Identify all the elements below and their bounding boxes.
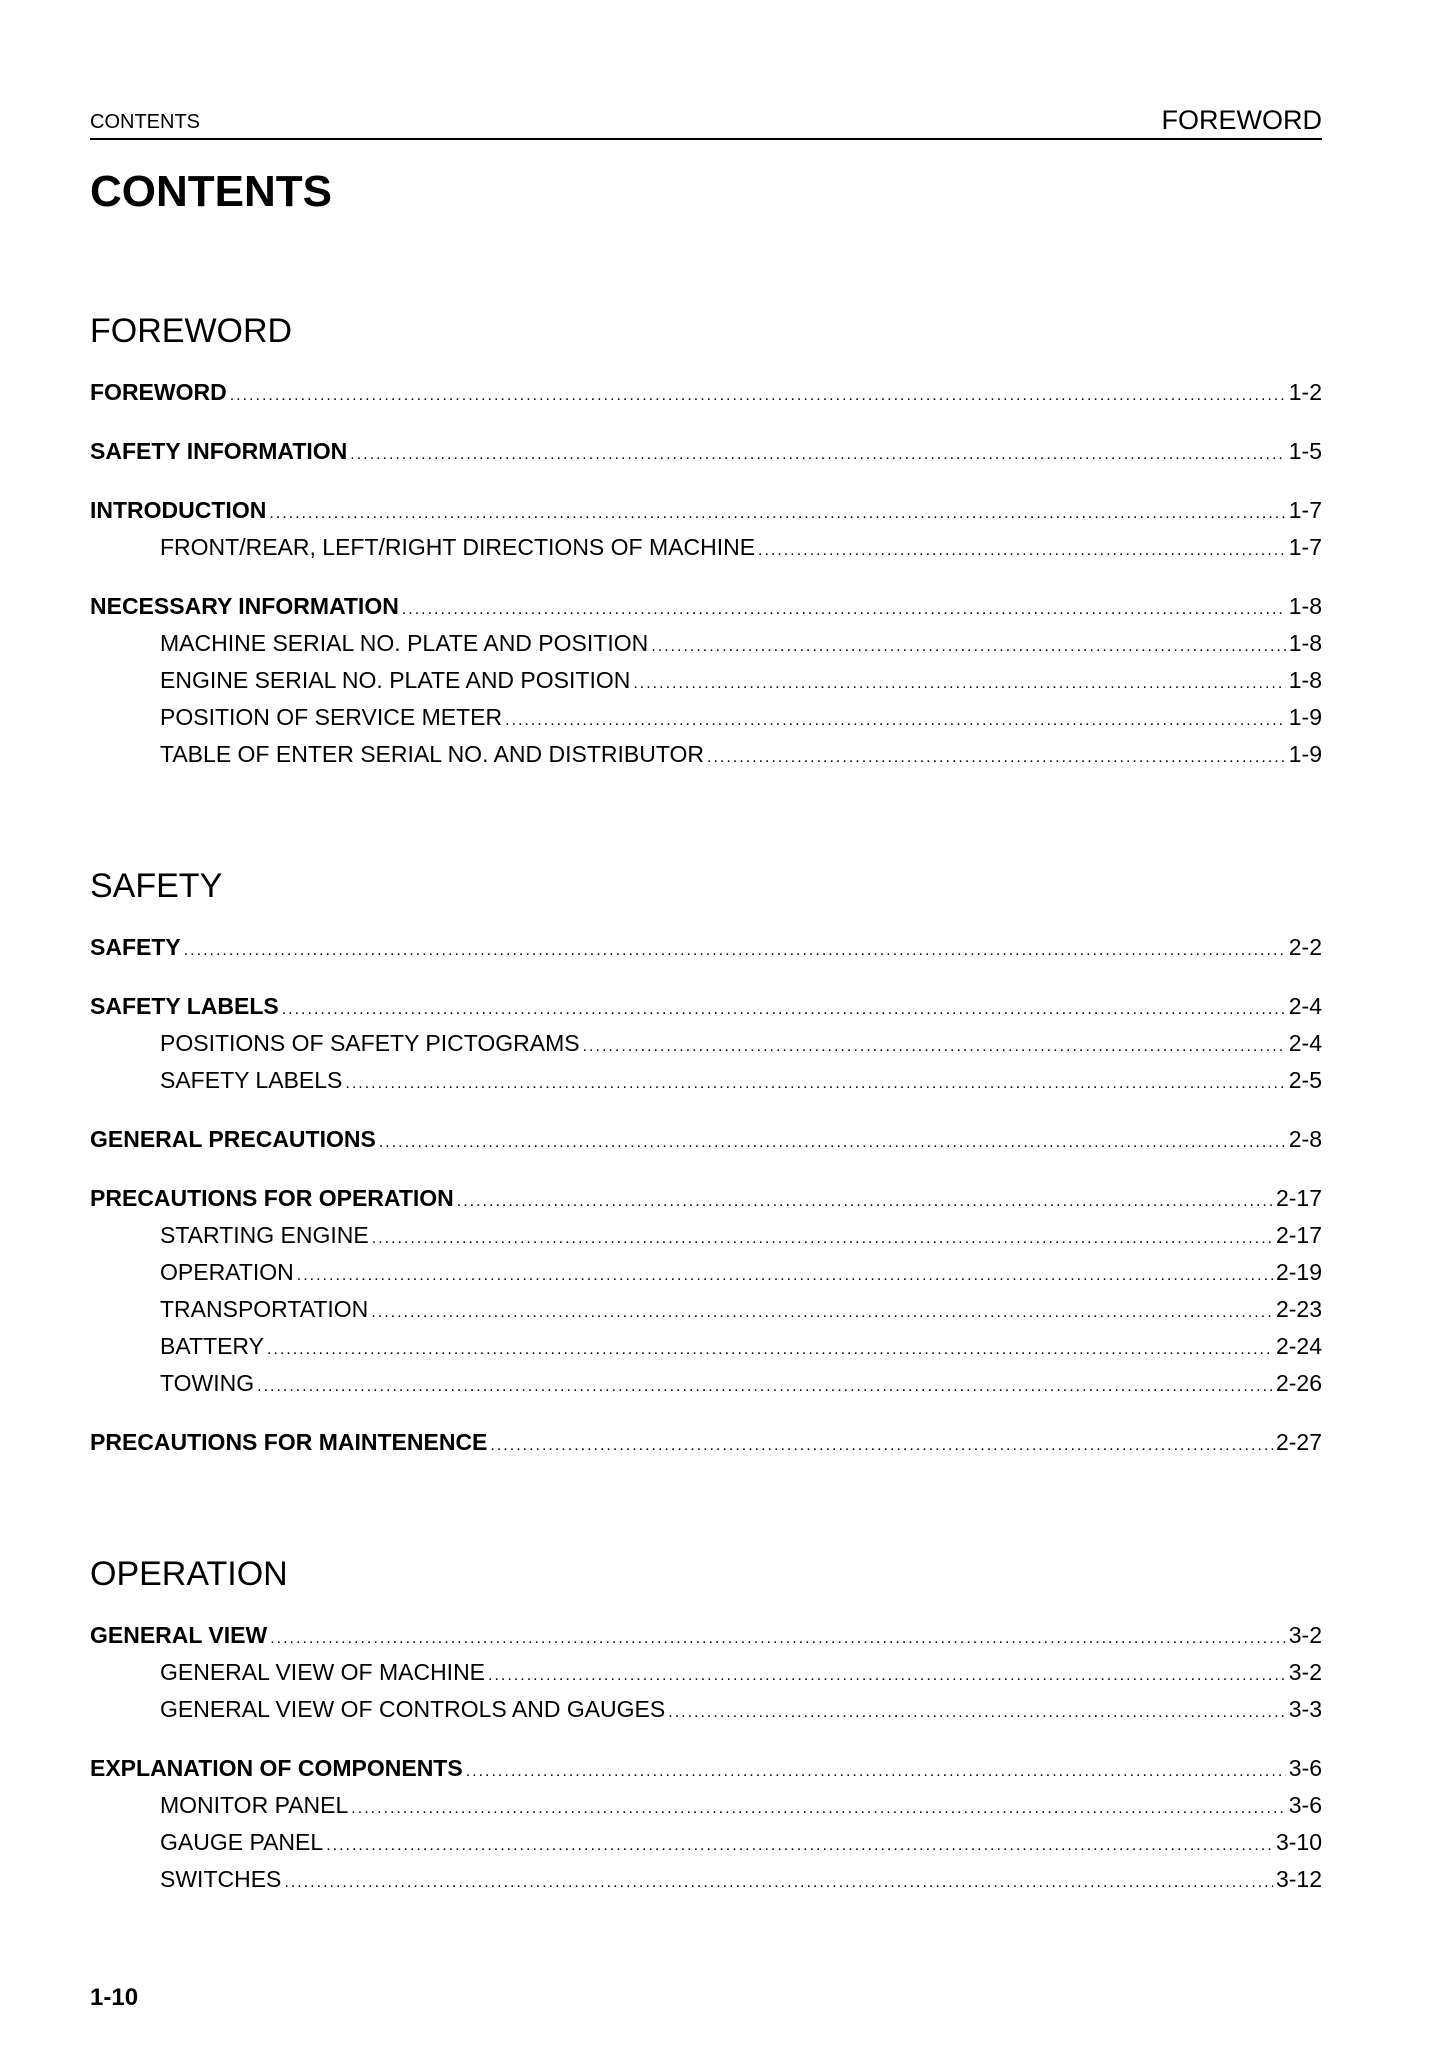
entry-page-ref: 2-26 (1275, 1370, 1322, 1396)
entry-page-ref: 3-10 (1275, 1829, 1322, 1855)
entry-label: POSITION OF SERVICE METER (160, 704, 503, 730)
entry-label: SAFETY LABELS (160, 1067, 343, 1093)
entry-page-ref: 1-8 (1288, 593, 1322, 619)
dot-leader (184, 932, 1286, 969)
entry-label: OPERATION (160, 1259, 294, 1285)
entry-label: NECESSARY INFORMATION (90, 593, 399, 619)
dot-leader (269, 495, 1285, 532)
dot-leader (633, 665, 1285, 702)
entry-label: FOREWORD (90, 379, 227, 405)
dot-leader (707, 739, 1286, 776)
entry-label: TABLE OF ENTER SERIAL NO. AND DISTRIBUTOR (160, 741, 705, 767)
running-header (90, 104, 1322, 140)
dot-leader (350, 436, 1285, 473)
toc-entry[interactable] (90, 1424, 1322, 1461)
entry-label: STARTING ENGINE (160, 1222, 369, 1248)
dot-leader (282, 991, 1286, 1028)
entry-label: GENERAL VIEW OF CONTROLS AND GAUGES (160, 1696, 666, 1722)
dot-leader (466, 1753, 1286, 1790)
entry-label: TRANSPORTATION (160, 1296, 369, 1322)
entry-label: POSITIONS OF SAFETY PICTOGRAMS (160, 1030, 580, 1056)
entry-label: PRECAUTIONS FOR MAINTENENCE (90, 1429, 488, 1455)
toc-entry[interactable] (90, 1121, 1322, 1158)
entry-label: PRECAUTIONS FOR OPERATION (90, 1185, 454, 1211)
entry-label: ENGINE SERIAL NO. PLATE AND POSITION (160, 667, 631, 693)
table-of-contents (90, 306, 1322, 1898)
dot-leader (270, 1620, 1286, 1657)
entry-page-ref: 1-5 (1288, 438, 1322, 464)
toc-section (90, 306, 1322, 773)
entry-page-ref: 3-12 (1275, 1866, 1322, 1892)
toc-section (90, 861, 1322, 1461)
toc-subentry[interactable] (90, 736, 1322, 773)
entry-page-ref: 2-5 (1288, 1067, 1322, 1093)
entry-label: INTRODUCTION (90, 497, 267, 523)
entry-page-ref: 1-9 (1288, 704, 1322, 730)
toc-subentry[interactable] (90, 625, 1322, 662)
dot-leader (505, 702, 1286, 739)
entry-page-ref: 2-8 (1288, 1126, 1322, 1152)
entry-page-ref: 2-24 (1275, 1333, 1322, 1359)
page-title: CONTENTS (90, 167, 332, 216)
toc-subentry[interactable] (90, 1787, 1322, 1824)
entry-label: SAFETY LABELS (90, 993, 279, 1019)
entry-page-ref: 3-2 (1288, 1622, 1322, 1648)
entry-label: SWITCHES (160, 1866, 282, 1892)
section-title: SAFETY (90, 867, 223, 905)
dot-leader (267, 1331, 1273, 1368)
dot-leader (651, 628, 1286, 665)
toc-entry[interactable] (90, 492, 1322, 529)
section-title: OPERATION (90, 1555, 288, 1593)
toc-entry[interactable] (90, 433, 1322, 470)
entry-page-ref: 2-23 (1275, 1296, 1322, 1322)
toc-entry[interactable] (90, 988, 1322, 1025)
toc-subentry[interactable] (90, 1861, 1322, 1898)
toc-entry[interactable] (90, 929, 1322, 966)
entry-page-ref: 1-8 (1288, 667, 1322, 693)
dot-leader (351, 1790, 1285, 1827)
entry-page-ref: 2-17 (1275, 1185, 1322, 1211)
entry-label: FRONT/REAR, LEFT/RIGHT DIRECTIONS OF MACHINE (160, 534, 756, 560)
toc-subentry[interactable] (90, 1824, 1322, 1861)
dot-leader (297, 1257, 1273, 1294)
toc-entry[interactable] (90, 374, 1322, 411)
dot-leader (372, 1220, 1273, 1257)
toc-subentry[interactable] (90, 1025, 1322, 1062)
toc-subentry[interactable] (90, 1291, 1322, 1328)
dot-leader (326, 1827, 1273, 1864)
dot-leader (583, 1028, 1286, 1065)
entry-label: GENERAL VIEW (90, 1622, 268, 1648)
entry-page-ref: 2-27 (1275, 1429, 1322, 1455)
dot-leader (284, 1864, 1273, 1901)
toc-subentry[interactable] (90, 529, 1322, 566)
entry-page-ref: 3-3 (1288, 1696, 1322, 1722)
entry-label: TOWING (160, 1370, 255, 1396)
dot-leader (490, 1427, 1273, 1464)
entry-label: EXPLANATION OF COMPONENTS (90, 1755, 463, 1781)
toc-entry[interactable] (90, 1180, 1322, 1217)
dot-leader (257, 1368, 1273, 1405)
section-title: FOREWORD (90, 312, 293, 350)
toc-subentry[interactable] (90, 1217, 1322, 1254)
toc-entry[interactable] (90, 588, 1322, 625)
toc-subentry[interactable] (90, 1062, 1322, 1099)
toc-entry[interactable] (90, 1750, 1322, 1787)
dot-leader (379, 1124, 1286, 1161)
entry-page-ref: 1-7 (1288, 534, 1322, 560)
dot-leader (668, 1694, 1286, 1731)
toc-section (90, 1549, 1322, 1898)
dot-leader (457, 1183, 1273, 1220)
entry-label: GENERAL VIEW OF MACHINE (160, 1659, 486, 1685)
entry-page-ref: 1-7 (1288, 497, 1322, 523)
entry-label: GENERAL PRECAUTIONS (90, 1126, 376, 1152)
entry-label: SAFETY INFORMATION (90, 438, 348, 464)
toc-subentry[interactable] (90, 662, 1322, 699)
entry-label: SAFETY (90, 934, 181, 960)
toc-subentry[interactable] (90, 1328, 1322, 1365)
entry-page-ref: 2-2 (1288, 934, 1322, 960)
toc-subentry[interactable] (90, 699, 1322, 736)
dot-leader (345, 1065, 1285, 1102)
entry-page-ref: 1-2 (1288, 379, 1322, 405)
entry-page-ref: 3-2 (1288, 1659, 1322, 1685)
entry-page-ref: 1-8 (1288, 630, 1322, 656)
dot-leader (402, 591, 1286, 628)
header-right-title: FOREWORD (1161, 105, 1322, 135)
toc-subentry[interactable] (90, 1254, 1322, 1291)
entry-page-ref: 2-17 (1275, 1222, 1322, 1248)
header-left-title: CONTENTS (90, 111, 200, 133)
entry-label: GAUGE PANEL (160, 1829, 324, 1855)
toc-entry[interactable] (90, 1617, 1322, 1654)
entry-page-ref: 2-4 (1288, 993, 1322, 1019)
entry-label: BATTERY (160, 1333, 264, 1359)
entry-page-ref: 3-6 (1288, 1755, 1322, 1781)
toc-subentry[interactable] (90, 1654, 1322, 1691)
dot-leader (230, 377, 1286, 414)
toc-subentry[interactable] (90, 1691, 1322, 1728)
entry-label: MONITOR PANEL (160, 1792, 349, 1818)
entry-page-ref: 1-9 (1288, 741, 1322, 767)
dot-leader (758, 532, 1286, 569)
entry-label: MACHINE SERIAL NO. PLATE AND POSITION (160, 630, 649, 656)
entry-page-ref: 2-4 (1288, 1030, 1322, 1056)
entry-page-ref: 3-6 (1288, 1792, 1322, 1818)
dot-leader (488, 1657, 1286, 1694)
entry-page-ref: 2-19 (1275, 1259, 1322, 1285)
dot-leader (371, 1294, 1273, 1331)
toc-subentry[interactable] (90, 1365, 1322, 1402)
page-number: 1-10 (90, 1984, 139, 2011)
